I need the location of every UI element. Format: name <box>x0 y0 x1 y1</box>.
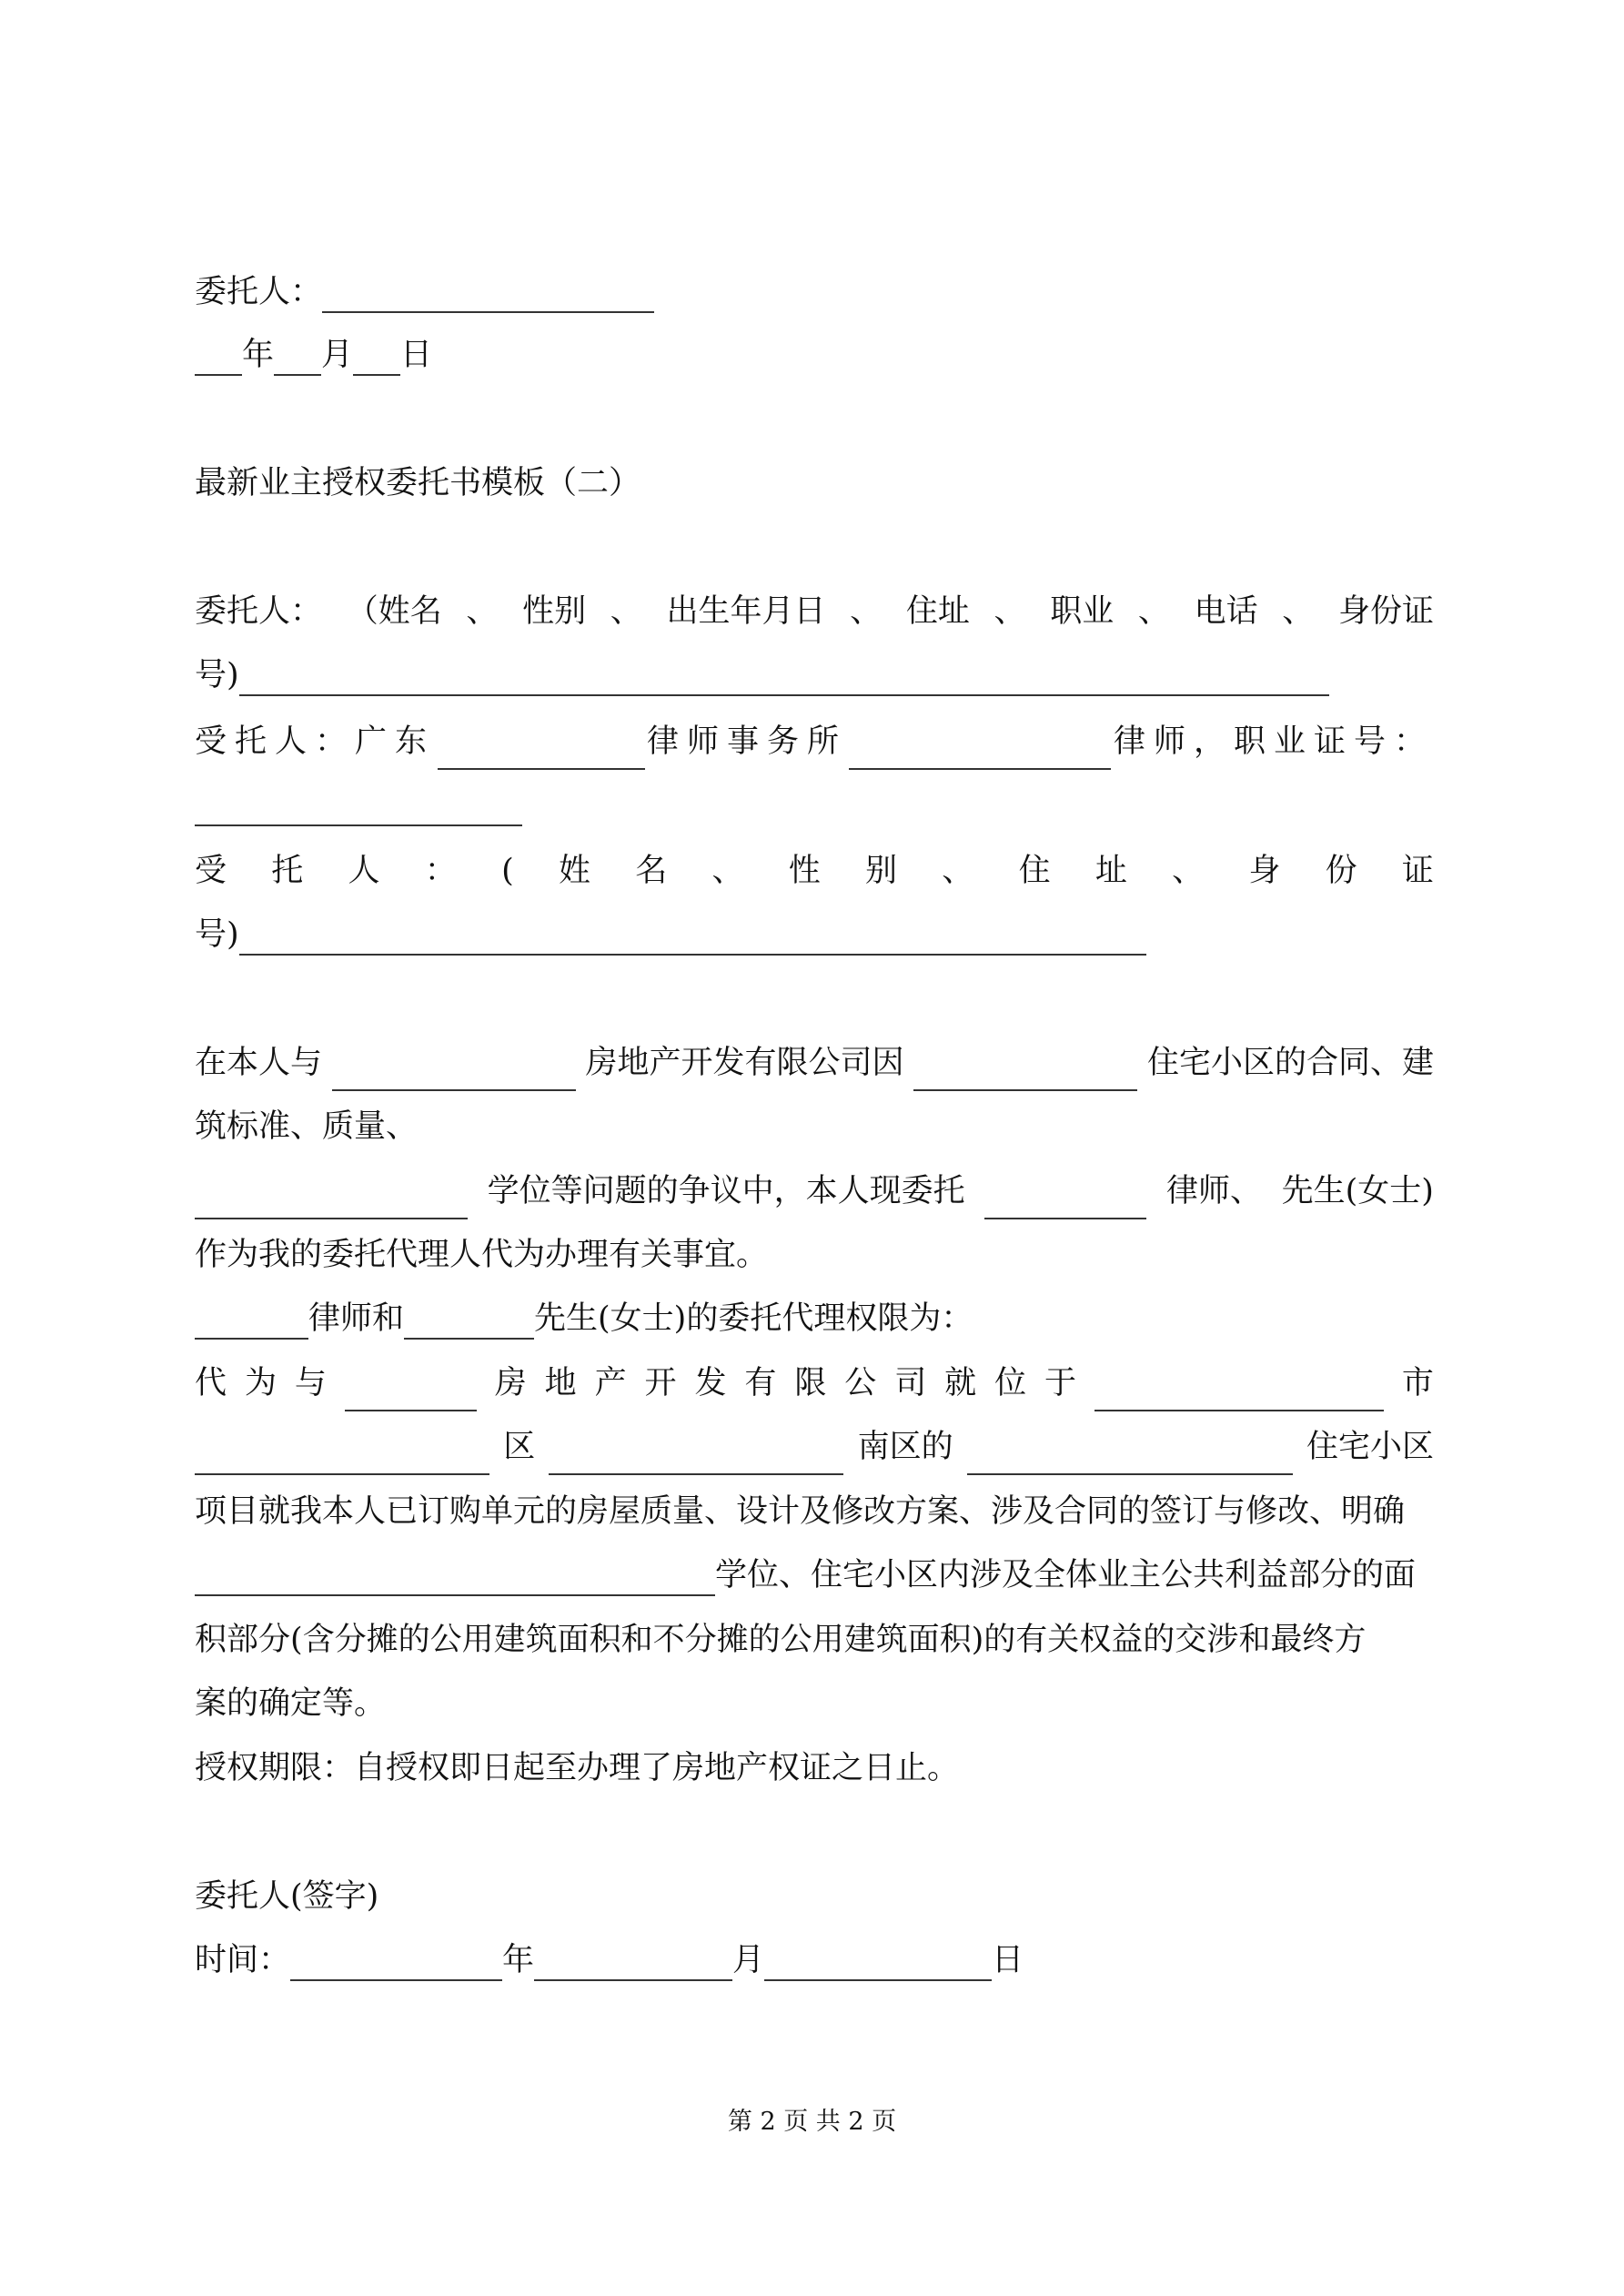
principal-field: 住址 <box>905 593 970 630</box>
agent-person-char: 、 <box>1172 853 1205 889</box>
page-number-footer: 第 2 页 共 2 页 <box>727 2108 897 2136</box>
date-month-label: 月 <box>321 337 354 373</box>
blank-field <box>274 330 321 376</box>
blank-field <box>195 781 522 826</box>
body-text: 住宅小区 <box>1306 1429 1434 1465</box>
body-char: 发 <box>694 1365 727 1401</box>
agent-person-fields-end: 号) <box>195 916 239 953</box>
body-char: 司 <box>894 1365 927 1401</box>
body-text: 房地产开发有限公司因 <box>585 1045 904 1081</box>
body-char: 公 <box>844 1365 877 1401</box>
principal-field: 职业 <box>1050 593 1115 630</box>
blank-field <box>438 724 645 770</box>
body-char: 与 <box>294 1365 327 1401</box>
blank-field <box>345 1366 477 1411</box>
body-line-6 <box>195 1351 1434 1415</box>
body-char: 于 <box>1044 1365 1077 1401</box>
blank-field <box>195 330 242 376</box>
agent-person-char: 人 <box>348 853 380 889</box>
body-text: 先生(女士)的委托代理权限为： <box>534 1300 973 1337</box>
blank-field <box>404 1294 534 1340</box>
blank-field <box>195 1430 489 1475</box>
blank-field <box>967 1430 1293 1475</box>
body-char: 位 <box>994 1365 1027 1401</box>
authorization-period: 授权期限：自授权即日起至办理了房地产权证之日止。 <box>195 1750 960 1786</box>
body-char: 为 <box>244 1365 277 1401</box>
body-line-2: 筑标准、质量、 <box>195 1108 419 1145</box>
body-char: 就 <box>944 1365 977 1401</box>
principal-sign-line <box>195 260 1434 324</box>
agent-person-char: 身 <box>1248 853 1281 889</box>
body-text: 先生(女士) <box>1281 1173 1434 1209</box>
blank-field <box>913 1046 1137 1091</box>
signature-label: 委托人(签字) <box>195 1878 379 1915</box>
blank-field <box>239 910 1146 956</box>
blank-field <box>353 330 400 376</box>
blank-field <box>195 1551 715 1596</box>
blank-field <box>1094 1366 1384 1411</box>
body-char: 有 <box>744 1365 777 1401</box>
blank-field <box>239 651 1329 696</box>
principal-line-2 <box>195 643 1434 707</box>
principal-field: 出生年月日 <box>666 593 826 630</box>
body-char: 市 <box>1401 1365 1434 1401</box>
body-line-3 <box>195 1159 1434 1223</box>
certificate-blank-line <box>195 774 1434 837</box>
agent-person-char: 、 <box>942 853 974 889</box>
principal-field: 电话 <box>1194 593 1258 630</box>
agent-person-char: 名 <box>635 853 668 889</box>
blank-field <box>849 724 1111 770</box>
separator: 、 <box>1282 593 1315 630</box>
principal-sign-label: 委托人： <box>195 274 323 310</box>
time-label: 时间： <box>195 1942 291 1978</box>
blank-field <box>322 268 654 313</box>
agent-person-char: 份 <box>1325 853 1357 889</box>
body-text: 南区的 <box>857 1429 953 1465</box>
blank-field <box>984 1174 1146 1219</box>
time-month-label: 月 <box>732 1942 765 1978</box>
body-text: 在本人与 <box>195 1045 323 1081</box>
body-text: 律师和 <box>308 1300 405 1337</box>
body-char: 限 <box>794 1365 827 1401</box>
body-char: 开 <box>644 1365 677 1401</box>
agent-person-char: 托 <box>271 853 304 889</box>
separator: 、 <box>466 593 499 630</box>
principal-fields-end: 号) <box>195 657 239 693</box>
principal-field: 身份证 <box>1337 593 1434 630</box>
date-year-label: 年 <box>242 337 275 373</box>
separator: 、 <box>850 593 883 630</box>
agent-person-char: 址 <box>1094 853 1127 889</box>
agent-lawyer-label: 受托人：广东 <box>195 723 436 760</box>
separator: 、 <box>1137 593 1170 630</box>
agent-person-char: ( <box>501 853 514 889</box>
body-line-11: 案的确定等。 <box>195 1685 387 1722</box>
agent-person-char: 住 <box>1018 853 1051 889</box>
body-text: 区 <box>503 1429 536 1465</box>
agent-person-char: 证 <box>1401 853 1434 889</box>
blank-field <box>290 1936 502 1981</box>
agent-person-char: 性 <box>788 853 821 889</box>
body-line-9 <box>195 1543 1434 1607</box>
time-day-label: 日 <box>992 1942 1024 1978</box>
body-line-4: 作为我的委托代理人代为办理有关事宜。 <box>195 1237 769 1273</box>
template-title: 最新业主授权委托书模板（二） <box>195 465 641 501</box>
agent-person-line-2 <box>195 903 1434 966</box>
agent-lawyer-title: 律师，职业证号： <box>1113 723 1434 760</box>
body-char: 代 <box>195 1365 227 1401</box>
date-day-label: 日 <box>400 337 433 373</box>
body-line-1 <box>195 1031 1434 1095</box>
blank-field <box>332 1046 576 1091</box>
body-char: 房 <box>494 1365 527 1401</box>
body-line-7 <box>195 1415 1434 1479</box>
date-line <box>195 323 1434 387</box>
agent-lawyer-line <box>195 710 1434 774</box>
body-line-5 <box>195 1287 1434 1350</box>
separator: 、 <box>610 593 642 630</box>
agent-person-char: ： <box>424 853 457 889</box>
body-char: 产 <box>594 1365 627 1401</box>
separator: 、 <box>994 593 1026 630</box>
principal-field: （姓名 <box>346 593 442 630</box>
agent-person-char: 别 <box>865 853 898 889</box>
body-line-8: 项目就我本人已订购单元的房屋质量、设计及修改方案、涉及合同的签订与修改、明确 <box>195 1493 1406 1530</box>
body-char: 地 <box>544 1365 577 1401</box>
body-text: 学位、住宅小区内涉及全体业主公共利益部分的面 <box>715 1557 1417 1593</box>
principal-field: 性别 <box>522 593 587 630</box>
principal-line <box>195 580 1434 643</box>
agent-person-char: 姓 <box>558 853 590 889</box>
blank-field <box>195 1174 468 1219</box>
blank-field <box>195 1294 308 1340</box>
body-line-10: 积部分(含分摊的公用建筑面积和不分摊的公用建筑面积)的有关权益的交涉和最终方 <box>195 1622 1367 1658</box>
agent-person-char: 、 <box>711 853 744 889</box>
blank-field <box>549 1430 843 1475</box>
agent-person-line <box>195 839 1434 903</box>
blank-field <box>764 1936 992 1981</box>
agent-person-char: 受 <box>195 853 227 889</box>
blank-field <box>534 1936 732 1981</box>
agent-firm-label: 律师事务所 <box>646 723 847 760</box>
body-text: 学位等问题的争议中，本人现委托 <box>487 1173 965 1209</box>
body-text: 住宅小区的合同、建 <box>1146 1045 1434 1081</box>
signature-time-line <box>195 1928 1434 1992</box>
principal-label: 委托人： <box>195 593 323 630</box>
body-text: 律师、 <box>1165 1173 1262 1209</box>
time-year-label: 年 <box>502 1942 535 1978</box>
